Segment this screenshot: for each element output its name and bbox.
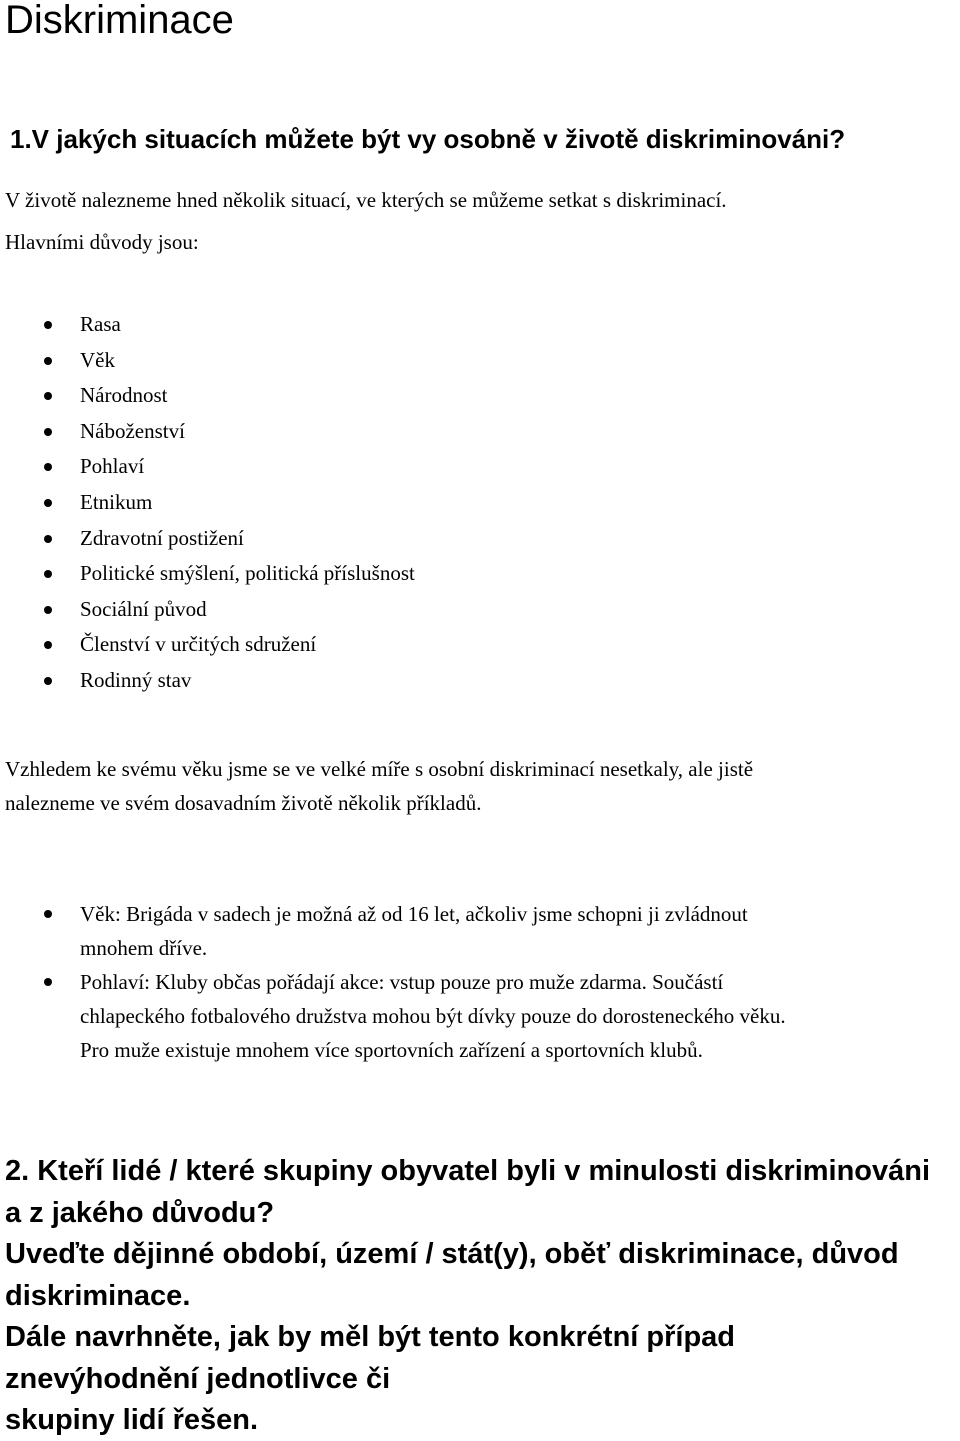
reason-label: Rasa xyxy=(80,312,121,336)
list-item xyxy=(0,449,415,485)
bullet-icon xyxy=(44,499,52,507)
summary-line-1: Vzhledem ke svému věku jsme se ve velké míře s osobní diskriminací nesetkaly, ale jistě xyxy=(5,757,754,781)
intro-line-1: V životě nalezneme hned několik situací, ve kterých se můžeme setkat s diskriminací. xyxy=(5,188,727,212)
bullet-icon xyxy=(44,535,52,543)
bullet-icon xyxy=(44,392,52,400)
bullet-icon xyxy=(44,641,52,649)
bullet-icon xyxy=(44,978,52,986)
bullet-icon xyxy=(44,570,52,578)
question-2-line: diskriminace. xyxy=(5,1280,191,1312)
bullet-icon xyxy=(44,321,52,329)
reason-label: Členství v určitých sdružení xyxy=(80,632,317,657)
question-2-line: 2. Kteří lidé / které skupiny obyvatel byli v minulosti diskriminováni xyxy=(5,1155,931,1187)
question-2-line: a z jakého důvodu? xyxy=(5,1197,275,1229)
reason-label: Sociální původ xyxy=(80,596,207,621)
list-item xyxy=(0,485,415,521)
bullet-icon xyxy=(44,428,52,436)
list-item xyxy=(0,414,415,450)
example-line: Věk: Brigáda v sadech je možná až od 16 let, ačkoliv jsme schopni ji zvládnout xyxy=(80,902,748,926)
summary-line-2: nalezneme ve svém dosavadním životě několik příkladů. xyxy=(5,791,482,815)
reason-label: Pohlaví xyxy=(80,454,145,479)
reason-label: Politické smýšlení, politická příslušnost xyxy=(80,561,415,586)
reason-label: Etnikum xyxy=(80,489,153,514)
list-item xyxy=(0,521,415,557)
bullet-icon xyxy=(44,357,52,365)
page-title: Diskriminace xyxy=(5,0,234,42)
reason-label: Zdravotní postižení xyxy=(80,525,244,550)
list-item xyxy=(0,556,415,592)
list-item xyxy=(0,307,415,343)
bullet-icon xyxy=(44,910,52,918)
example-line: mnohem dříve. xyxy=(80,936,208,960)
bullet-icon xyxy=(44,463,52,471)
reason-label: Náboženství xyxy=(80,418,185,443)
question-2-line: Dále navrhněte, jak by měl být tento konkrétní případ xyxy=(5,1321,736,1353)
reason-label: Rodinný stav xyxy=(80,667,192,692)
reason-label: Věk xyxy=(80,347,115,372)
example-line: Pro muže existuje mnohem více sportovních zařízení a sportovních klubů. xyxy=(80,1038,703,1062)
intro-line-2: Hlavními důvody jsou: xyxy=(5,230,199,254)
question-1-heading: 1.V jakých situacích můžete být vy osobně v životě diskriminováni? xyxy=(10,124,846,154)
example-line: Pohlaví: Kluby občas pořádají akce: vstup pouze pro muže zdarma. Součástí xyxy=(80,970,724,994)
question-2-line: znevýhodnění jednotlivce či xyxy=(5,1363,391,1395)
question-2-line: Uveďte dějinné období, území / stát(y), oběť diskriminace, důvod xyxy=(5,1238,899,1270)
reasons-list xyxy=(0,307,415,699)
list-item xyxy=(0,592,415,628)
list-item xyxy=(0,378,415,414)
question-2-line: skupiny lidí řešen. xyxy=(5,1404,259,1436)
list-item xyxy=(0,897,786,965)
examples-list xyxy=(0,897,786,1067)
example-line: chlapeckého fotbalového družstva mohou být dívky pouze do dorosteneckého věku. xyxy=(80,1004,786,1028)
list-item xyxy=(0,663,415,699)
bullet-icon xyxy=(44,677,52,685)
reason-label: Národnost xyxy=(80,383,168,408)
bullet-icon xyxy=(44,606,52,614)
list-item xyxy=(0,965,786,1067)
list-item xyxy=(0,627,415,663)
list-item xyxy=(0,343,415,379)
